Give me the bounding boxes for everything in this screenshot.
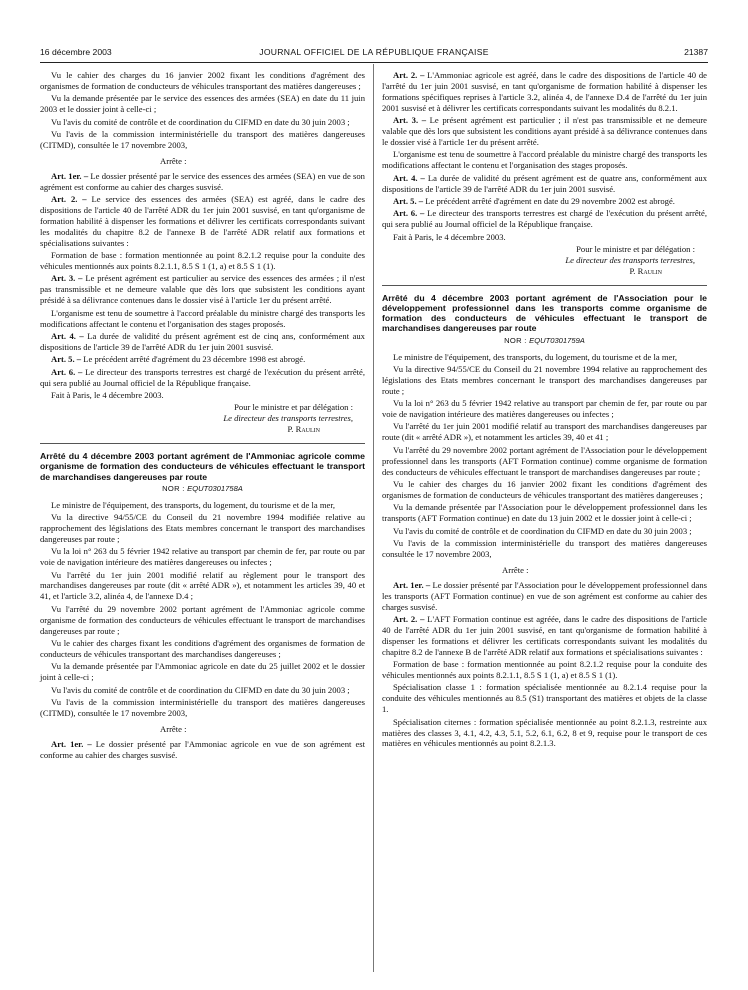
header-date: 16 décembre 2003	[40, 47, 112, 57]
nor-label: NOR :	[504, 335, 530, 345]
paragraph: Vu la demande présentée par l'Ammoniac agricole en date du 25 juillet 2002 et le dossier joint à celle-ci ;	[40, 661, 365, 683]
article-text: Le directeur des transports terrestres est chargé de l'exécution du présent arrêté, qui sera publié au Journal officiel de la République française.	[40, 366, 365, 388]
paragraph: Vu le cahier des charges du 16 janvier 2002 fixant les conditions d'agrément des organismes de formation de conducteurs de véhicules transportant des matières dangereuses ;	[40, 70, 365, 91]
arrete-label: Arrête :	[160, 155, 187, 166]
article-text: La durée de validité du présent agrément est de quatre ans, conformément aux dispositions de l'article 39 de l'arrêté ADR du 1er juin 2001 susvisé.	[382, 172, 708, 194]
paragraph: Vu l'avis de la commission interministérielle du transport des matières dangereuses consultée le 17 novembre 2003,	[382, 538, 707, 559]
signature-line: Pour le ministre et par délégation :	[576, 244, 695, 255]
article-text: L'Ammoniac agricole est agréé, dans le cadre des dispositions de l'article 40 de l'arrêté du 1er juin 2001 susvisé, en tant qu'organisme de formation habilité à dispenser les formations spécifiques reprises à l'article 3.2, alinéa 4, de l'annexe D.4 de l'arrêté du 1er juin 2001 susvisé et à délivrer les certificats correspondants suivant les modalités du 8.2.1.	[382, 70, 707, 113]
article-label: Art. 3. –	[393, 115, 427, 126]
paragraph: Vu le cahier des charges du 16 janvier 2002 fixant les conditions d'agrément des organismes de formation de conducteurs de véhicules transportant des matières dangereuses ;	[382, 479, 707, 500]
paragraph: Fait à Paris, le 4 décembre 2003.	[51, 389, 164, 400]
arrete-label: Arrête :	[502, 564, 529, 575]
article-text: Le présent agrément est particulier ; il n'est pas transmissible et ne demeure valable que dès lors que subsistent les conditions ayant présidé à sa délivrance contenues dans le dossier visé à l'article 1er du présent arrêté.	[382, 115, 708, 147]
arrete-label: Arrête :	[160, 723, 187, 734]
article-paragraph	[40, 194, 365, 249]
article-label: Art. 1er. –	[51, 170, 89, 181]
article-label: Art. 6. –	[393, 208, 425, 219]
article-label: Art. 2. –	[51, 194, 87, 205]
paragraph: Vu la loi n° 263 du 5 février 1942 relative au transport par chemin de fer, par route ou par voie de navigation intérieure des matières dangereuses ou infectes ;	[382, 398, 707, 420]
article-paragraph	[40, 739, 365, 761]
article-paragraph	[382, 580, 707, 613]
article-paragraph	[382, 614, 707, 658]
page-number: 21387	[684, 47, 708, 57]
signatory-title: Le directeur des transports terrestres,	[223, 413, 353, 424]
signature-line: Pour le ministre et par délégation :	[234, 402, 353, 413]
left-column	[40, 70, 365, 762]
paragraph: Vu l'avis de la commission interministérielle du transport des matières dangereuses (CITMD), consultée le 17 novembre 2003,	[40, 697, 365, 718]
paragraph: Fait à Paris, le 4 décembre 2003.	[393, 231, 506, 242]
decree-title: Arrêté du 4 décembre 2003 portant agrément de l'Ammoniac agricole comme organisme de formation des conducteurs de véhicules effectuant le transport de marchandises dangereuses par route	[40, 451, 365, 482]
article-label: Art. 2. –	[393, 613, 425, 624]
paragraph: Vu l'arrêté du 29 novembre 2002 portant agrément de l'Ammoniac agricole comme organisme de formation des conducteurs de véhicules effectuant le transport de marchandises dangereuses par route ;	[40, 603, 365, 636]
paragraph: Vu l'arrêté du 1er juin 2001 modifié relatif au règlement pour le transport des marchandises dangereuses par route (dit « arrêté ADR »), et notamment les articles 39, 40 et 41, et l'article 3.2, alinéa 4, de l'annexe D.4 ;	[40, 569, 365, 602]
paragraph: Formation de base : formation mentionnée au point 8.2.1.2 requise pour la conduite des véhicules mentionnés aux points 8.2.1.1, 8.5 S 1 (1, a) et 8.5 S 1 (1).	[40, 250, 365, 271]
paragraph: Vu l'avis du comité de contrôle et de coordination du CIFMD en date du 30 juin 2003 ;	[51, 116, 350, 127]
article-label: Art. 4. –	[393, 172, 425, 183]
article-paragraph	[40, 331, 365, 353]
paragraph: Vu l'avis du comité de contrôle et de coordination du CIFMD en date du 30 juin 2003 ;	[51, 684, 350, 695]
section-separator	[40, 443, 365, 444]
signatory-name: P. Raulin	[287, 424, 320, 435]
nor-reference	[382, 336, 707, 347]
article-paragraph	[382, 196, 707, 207]
article-label: Art. 5. –	[393, 195, 424, 206]
article-paragraph	[382, 208, 707, 230]
article-paragraph	[382, 70, 707, 114]
article-paragraph	[40, 367, 365, 389]
article-label: Art. 4. –	[51, 330, 84, 341]
article-label: Art. 6. –	[51, 366, 83, 377]
paragraph: Vu l'avis du comité de contrôle et de coordination du CIFMD en date du 30 juin 2003 ;	[393, 525, 692, 536]
article-text: L'AFT Formation continue est agréée, dans le cadre des dispositions de l'article 40 de l'arrêté ADR du 1er juin 2001 susvisé, en tant qu'organisme de formation habilité à dispenser les formations et délivrer les certificats correspondants suivant les modalités du chapitre 8.2 de l'annexe B de l'arrêté ADR relatif aux formations et spécialisations suivantes :	[382, 613, 707, 657]
nor-label: NOR :	[162, 483, 188, 493]
paragraph: L'organisme est tenu de soumettre à l'accord préalable du ministre chargé des transports les modifications affectant le contenu et l'organisation des stages proposés.	[40, 307, 365, 329]
article-text: Le présent agrément est particulier au service des essences des armées ; il n'est pas transmissible et ne demeure valable que dès lors que subsistent les conditions ayant présidé à sa délivrance contenues dans le dossier visé à l'article 1er du présent arrêté.	[40, 273, 365, 306]
paragraph: Vu la demande présentée par le service des essences des armées (SEA) en date du 11 juin 2003 et le dossier joint à celle-ci ;	[40, 93, 365, 115]
paragraph: Le ministre de l'équipement, des transports, du logement, du tourisme et de la mer,	[393, 351, 678, 362]
paragraph: Vu l'arrêté du 29 novembre 2002 portant agrément de l'Association pour le développement professionnel dans les transports (AFT Formation continue) comme organisme de formation des conducteurs de véhicules effectuant le transport de marchandises dangereuses par route ;	[382, 444, 707, 477]
paragraph: Spécialisation classe 1 : formation spécialisée mentionnée au 8.2.1.4 requise pour la conduite des véhicules mentionnés au 8.5 (S1) transportant des matières et objets de la classe 1.	[382, 682, 707, 715]
section-separator	[382, 285, 707, 286]
paragraph: Vu la loi n° 263 du 5 février 1942 relative au transport par chemin de fer, par route ou par voie de navigation intérieure des matières dangereuses ou infectes ;	[40, 546, 365, 568]
journal-title: JOURNAL OFFICIEL DE LA RÉPUBLIQUE FRANÇAISE	[259, 47, 489, 57]
article-paragraph	[40, 171, 365, 193]
article-label: Art. 2. –	[393, 70, 425, 80]
article-label: Art. 5. –	[51, 354, 82, 365]
signatory-title: Le directeur des transports terrestres,	[565, 255, 695, 265]
article-text: Le précédent arrêté d'agrément en date du 29 novembre 2002 est abrogé.	[425, 195, 675, 206]
nor-reference	[40, 484, 365, 495]
article-paragraph	[40, 273, 365, 306]
paragraph: Vu la demande présentée par l'Association pour le développement professionnel dans les transports (AFT Formation continue) en date du 13 juin 2002 et le dossier joint à celle-ci ;	[382, 502, 707, 524]
article-paragraph	[40, 354, 365, 365]
nor-code: EQUT0301758A	[187, 483, 243, 493]
paragraph: Vu le cahier des charges fixant les conditions d'agrément des organismes de formation de conducteurs de véhicules transportant des marchandises dangereuses ;	[40, 637, 365, 659]
paragraph: Vu l'arrêté du 1er juin 2001 modifié relatif au transport des marchandises dangereuses par route (dit « arrêté ADR »), et notamment les articles 39, 40 et 41 ;	[382, 421, 707, 443]
article-text: La durée de validité du présent agrément est de cinq ans, conformément aux dispositions de l'article 39 de l'arrêté ADR du 1er juin 2001 susvisé.	[40, 330, 365, 352]
header-rule	[40, 62, 708, 63]
page-header	[40, 44, 708, 60]
paragraph: Spécialisation citernes : formation spécialisée mentionnée au point 8.2.1.3, restreinte aux matières des classes 3, 4.1, 4.2, 4.3, 5.1, 5.2, 6.1, 6.2, 8 et 9, requise pour le transport de ces matières en véhicules mentionnés au point 8.2.1.3.	[382, 716, 707, 749]
column-divider	[373, 64, 374, 972]
paragraph: Vu la directive 94/55/CE du Conseil du 21 novembre 1994 modifiée relative au rapprochement des législations des Etats membres concernant le transport des marchandises dangereuses par route ;	[40, 512, 365, 544]
article-paragraph	[382, 173, 707, 195]
nor-code: EQUT0301759A	[529, 335, 585, 345]
article-text: Le dossier présenté par le service des essences des armées (SEA) en vue de son agrément est conforme au cahier des charges susvisé.	[40, 170, 365, 192]
article-text: Le précédent arrêté d'agrément du 23 décembre 1998 est abrogé.	[83, 354, 306, 365]
paragraph: Le ministre de l'équipement, des transports, du logement, du tourisme et de la mer,	[51, 499, 336, 510]
decree-title: Arrêté du 4 décembre 2003 portant agrément de l'Association pour le développement professionnel dans les transports comme organisme de formation des conducteurs de véhicules effectuant le transport de marchandises dangereuses par route	[382, 292, 707, 334]
paragraph: Vu l'avis de la commission interministérielle du transport des matières dangereuses (CITMD), consultée le 17 novembre 2003,	[40, 129, 365, 150]
article-text: Le service des essences des armées (SEA) est agréé, dans le cadre des dispositions de l'article 40 de l'arrêté ADR du 1er juin 2001 susvisé, en tant qu'organisme de formation habilité à dispenser les formations et délivrer les certificats correspondants suivant les modalités du chapitre 8.2 de l'annexe B de l'arrêté ADR relatif aux formations et spécialisations suivantes :	[40, 194, 365, 248]
paragraph: Vu la directive 94/55/CE du Conseil du 21 novembre 1994 relative au rapprochement des législations des Etats membres concernant le transport des marchandises dangereuses par route ;	[382, 363, 707, 396]
article-text: Le directeur des transports terrestres est chargé de l'exécution du présent arrêté, qui sera publié au Journal officiel de la République française.	[382, 208, 707, 230]
article-label: Art. 1er. –	[51, 738, 92, 749]
article-label: Art. 1er. –	[393, 579, 431, 590]
article-text: Le dossier présenté par l'Association pour le développement professionnel dans les transports (AFT Formation continue) en vue de son agrément est conforme au cahier des charges susvisé.	[382, 579, 707, 612]
right-column	[382, 70, 707, 751]
paragraph: L'organisme est tenu de soumettre à l'accord préalable du ministre chargé des transports les modifications affectant le contenu et l'organisation des stages proposés.	[382, 149, 707, 171]
article-text: Le dossier présenté par l'Ammoniac agricole en vue de son agrément est conforme au cahier des charges susvisé.	[40, 738, 365, 760]
signatory-name: P. Raulin	[629, 265, 662, 276]
article-paragraph	[382, 115, 707, 148]
paragraph: Formation de base : formation mentionnée au point 8.2.1.2 requise pour la conduite des véhicules mentionnés aux points 8.2.1.1, 8.5 S 1 (1, a) et 8.5 S 1 (1).	[382, 659, 707, 680]
article-label: Art. 3. –	[51, 273, 83, 284]
